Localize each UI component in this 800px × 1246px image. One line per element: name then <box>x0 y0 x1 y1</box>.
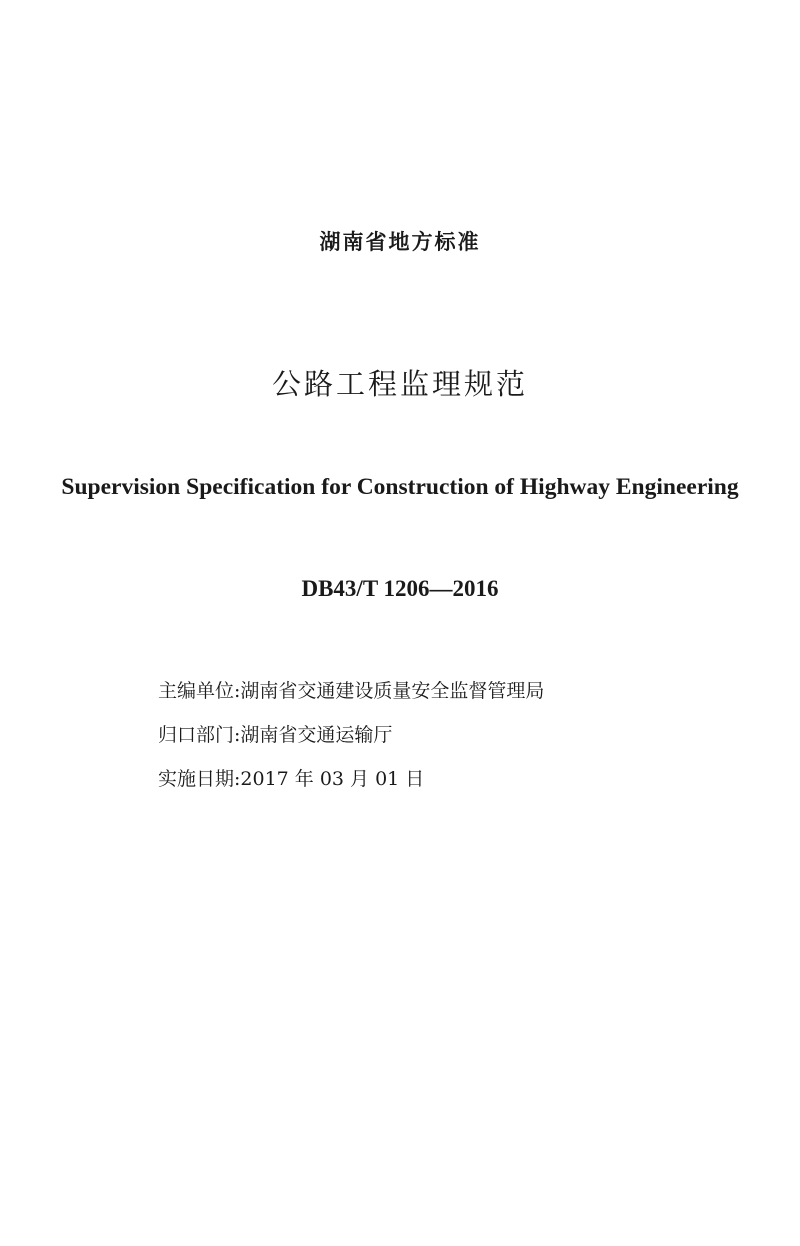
responsible-department: 归口部门:湖南省交通运输厅 <box>158 724 393 746</box>
title-chinese: 公路工程监理规范 <box>271 367 528 401</box>
standard-code: DB43/T 1206—2016 <box>301 576 499 601</box>
standard-category: 湖南省地方标准 <box>319 230 481 254</box>
title-english: Supervision Specification for Construction of Highway Engineering <box>61 474 739 500</box>
effective-date: 实施日期:2017 年 03 月 01 日 <box>158 768 425 790</box>
editor-unit: 主编单位:湖南省交通建设质量安全监督管理局 <box>158 680 545 702</box>
document-info <box>158 676 544 808</box>
